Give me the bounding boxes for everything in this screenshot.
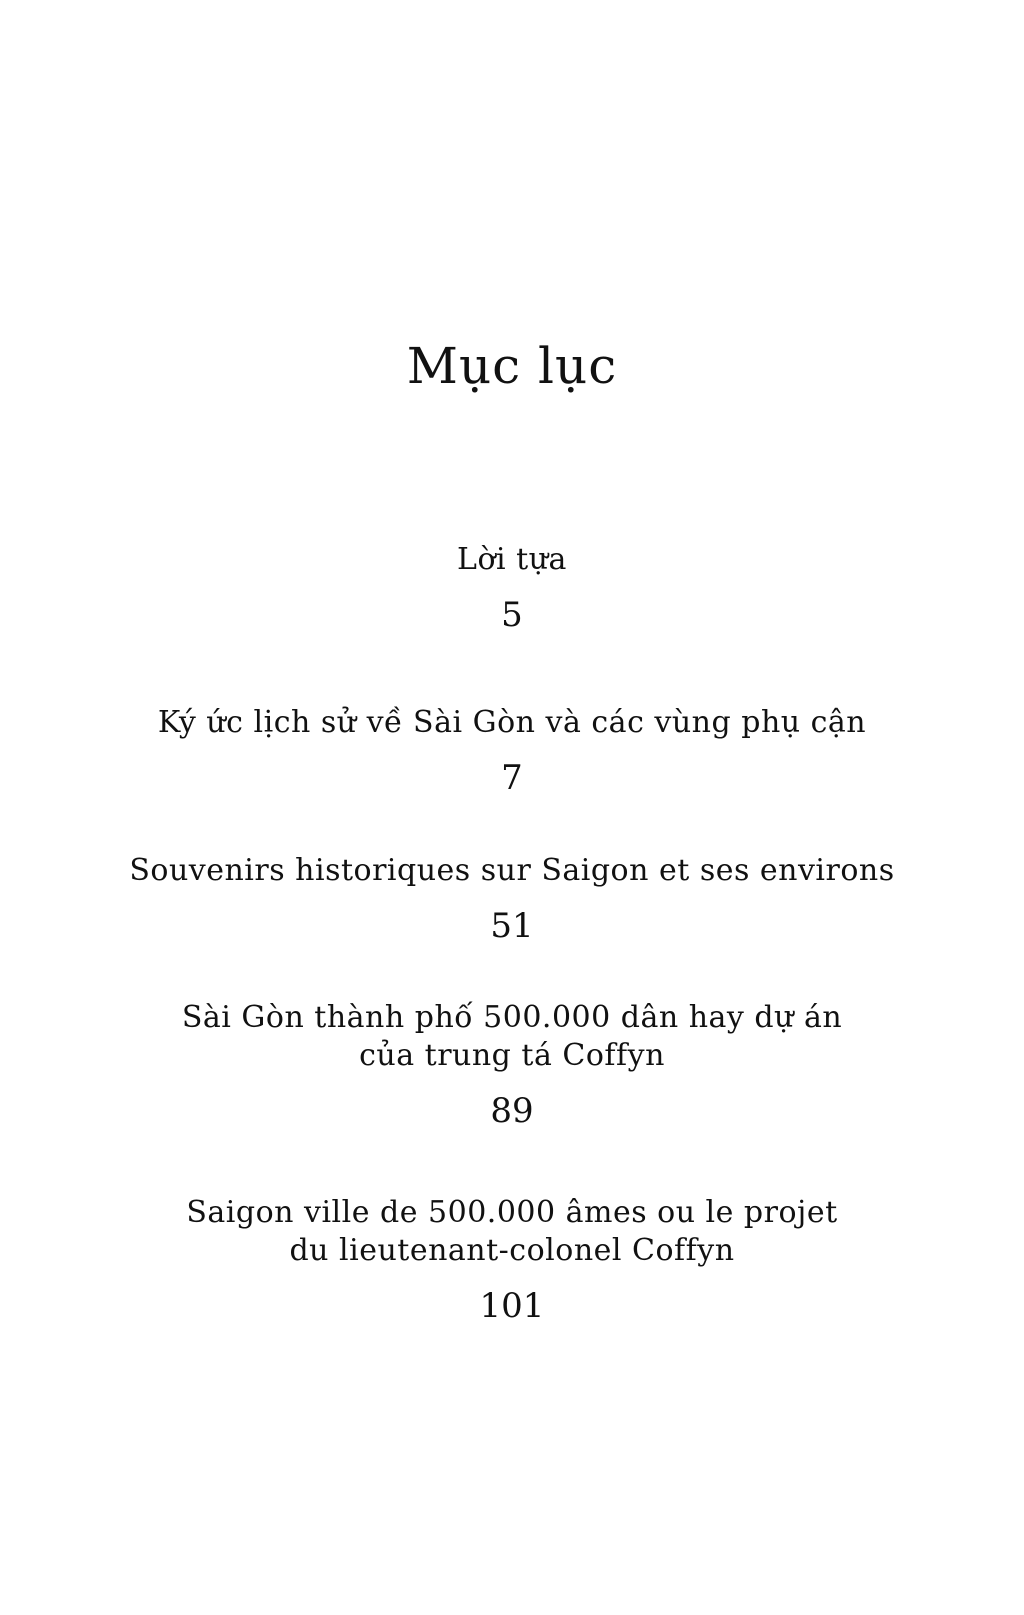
toc-entry-title	[100, 999, 924, 1075]
toc-entry-title	[100, 541, 924, 579]
toc-entry-title-line: Ký ức lịch sử về Sài Gòn và các vùng phụ cận	[157, 705, 867, 740]
page-title: Mục lục	[406, 337, 618, 395]
toc-entry-page-number: 89	[490, 1091, 534, 1131]
toc-entry-page-number: 7	[501, 758, 523, 798]
toc-entry-title	[100, 704, 924, 742]
toc-entry-title-line: Sài Gòn thành phố 500.000 dân hay dự án	[181, 1000, 843, 1035]
toc-entry-title	[100, 1194, 924, 1270]
toc-entry-title-line: của trung tá Coffyn	[359, 1038, 665, 1073]
toc-entry-page-number: 5	[501, 595, 523, 635]
toc-entry-coffyn-project-fr[interactable]	[100, 1194, 924, 1326]
toc-entry-title-line: Souvenirs historiques sur Saigon et ses environs	[129, 853, 895, 888]
toc-entry-page-number: 101	[479, 1286, 545, 1326]
toc-entry-title	[100, 852, 924, 890]
toc-entry-preface[interactable]	[100, 541, 924, 635]
toc-entry-page-number: 51	[490, 906, 534, 946]
toc-entry-historical-memories-fr[interactable]	[100, 852, 924, 946]
toc-entry-title-line: du lieutenant-colonel Coffyn	[289, 1233, 735, 1268]
toc-entry-title-line: Saigon ville de 500.000 âmes ou le projet	[186, 1195, 838, 1230]
toc-entry-historical-memories-vi[interactable]	[100, 704, 924, 798]
toc-entry-title-line: Lời tựa	[457, 542, 567, 577]
toc-entry-coffyn-project-vi[interactable]	[100, 999, 924, 1131]
